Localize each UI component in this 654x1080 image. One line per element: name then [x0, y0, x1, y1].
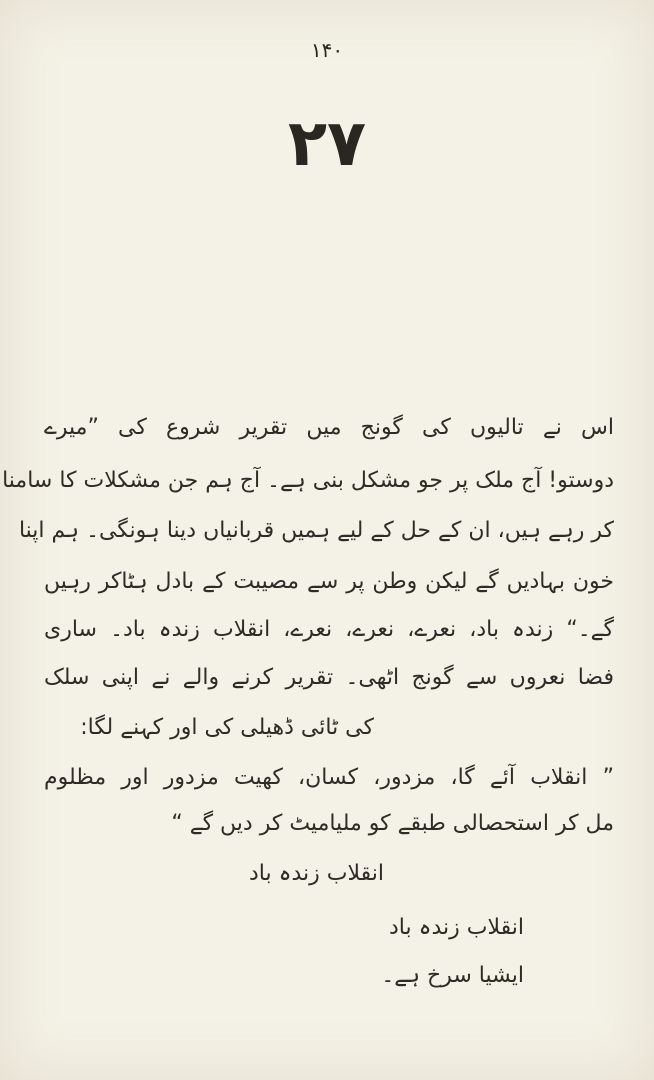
quote-line: مل کر استحصالی طبقے کو ملیامیٹ کر دیں گے “: [171, 811, 614, 836]
slogan-line: انقلاب زندہ باد: [249, 861, 384, 886]
chapter-number: ۲۷: [287, 107, 367, 181]
body-line: گے۔“ زندہ باد، نعرے، نعرے، نعرے، انقلاب زندہ باد۔ ساری: [44, 617, 614, 642]
body-line: خون بہادیں گے لیکن وطن پر سے مصیبت کے بادل ہٹاکر رہیں: [44, 569, 614, 594]
body-line: دوستو! آج ملک پر جو مشکل بنی ہے۔ آج ہم جن مشکلات کا سامنا: [2, 468, 614, 493]
slogan-line: انقلاب زندہ باد: [389, 915, 524, 940]
page-number: ۱۴۰: [310, 38, 344, 62]
body-line: فضا نعروں سے گونج اٹھی۔ تقریر کرنے والے نے اپنی سلک: [44, 665, 614, 690]
body-line: کر رہے ہیں، ان کے حل کے لیے ہمیں قربانیاں دینا ہونگی۔ ہم اپنا: [18, 518, 614, 543]
body-line: کی ٹائی ڈھیلی کی اور کہنے لگا:: [80, 715, 374, 740]
body-line: اس نے تالیوں کی گونج میں تقریر شروع کی ”میرے: [44, 415, 614, 440]
slogan-line: ایشیا سرخ ہے۔: [381, 963, 524, 988]
quote-line: ” انقلاب آئے گا، مزدور، کسان، کھیت مزدور اور مظلوم: [44, 765, 614, 790]
